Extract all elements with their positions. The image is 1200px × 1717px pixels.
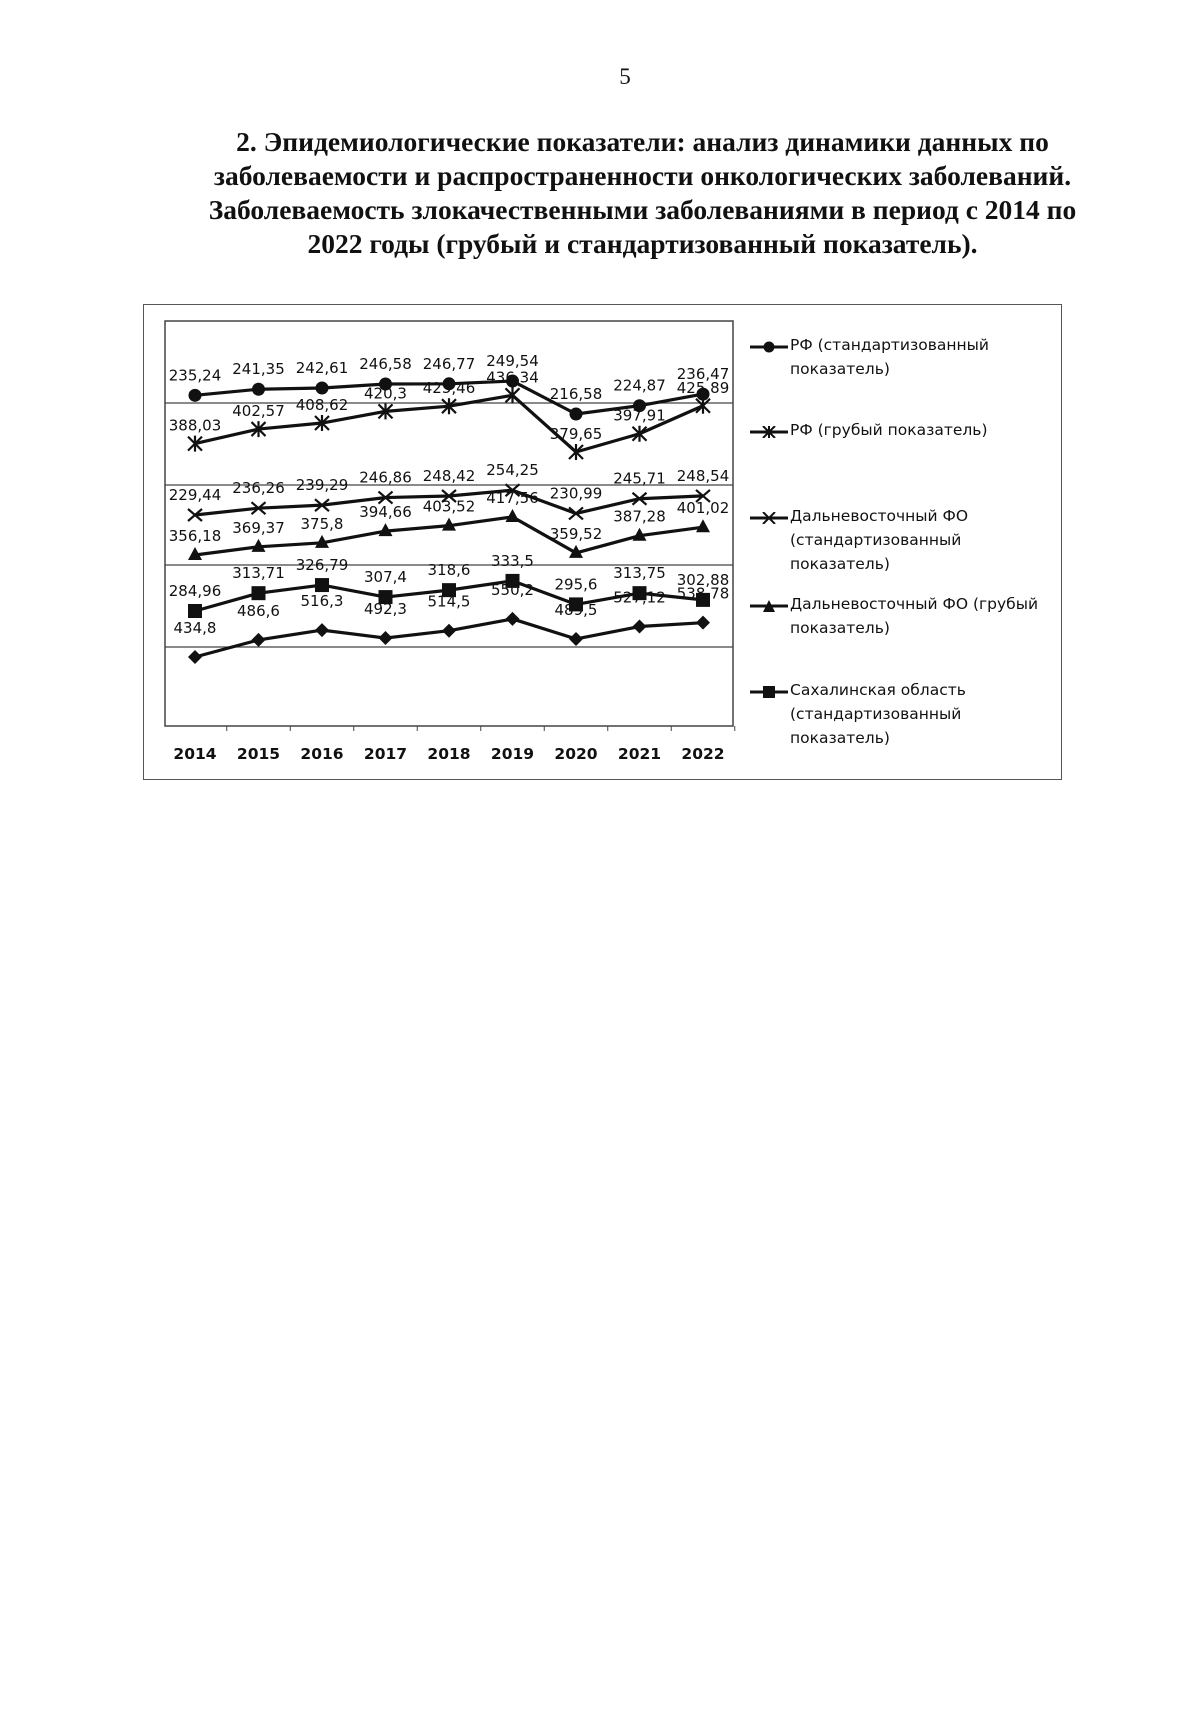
data-label: 216,58 [549, 385, 603, 403]
data-label: 246,77 [422, 354, 476, 373]
data-label: 492,3 [364, 600, 407, 619]
data-point-circle [189, 389, 202, 402]
data-point-diamond [188, 650, 202, 664]
data-label: 295,6 [554, 575, 598, 594]
data-point-diamond [315, 623, 329, 637]
data-label: 489,5 [554, 600, 598, 619]
data-label: 394,66 [359, 503, 412, 522]
data-point-triangle [696, 519, 710, 532]
data-label: 245,71 [613, 469, 666, 488]
data-label: 230,99 [549, 484, 603, 503]
data-label: 313,75 [613, 564, 666, 583]
x-tick-label: 2018 [427, 745, 471, 763]
data-point-square [315, 578, 329, 592]
data-point-diamond [252, 633, 266, 647]
data-label: 224,87 [613, 376, 666, 395]
data-label: 333,5 [491, 551, 534, 570]
data-label: 408,62 [295, 396, 349, 415]
x-tick-label: 2014 [173, 745, 217, 763]
legend-marker-x-icon [748, 512, 790, 524]
data-label: 356,18 [168, 527, 222, 545]
data-label: 254,25 [486, 461, 539, 480]
data-label: 375,8 [300, 514, 344, 533]
data-label: 359,52 [549, 524, 603, 543]
data-label: 403,52 [422, 497, 476, 516]
data-label: 248,54 [676, 466, 730, 485]
data-label: 246,58 [359, 355, 412, 373]
data-label: 388,03 [168, 416, 222, 435]
data-label: 550,2 [491, 580, 534, 599]
legend-marker-square-icon [748, 686, 790, 698]
data-label: 239,29 [295, 476, 349, 495]
data-label: 307,4 [364, 568, 407, 587]
data-label: 425,89 [676, 378, 730, 397]
legend-label: РФ (грубый показатель) [790, 421, 988, 439]
data-label: 486,6 [237, 601, 280, 620]
legend-label: Сахалинская область (стандартизованный показатель) [790, 681, 966, 747]
data-point-triangle [506, 509, 520, 522]
data-label: 538,78 [676, 584, 730, 603]
data-point-diamond [633, 620, 647, 634]
page-number: 5 [619, 64, 631, 89]
data-label: 397,91 [613, 406, 666, 425]
data-label: 514,5 [427, 592, 471, 611]
data-label: 284,96 [168, 582, 222, 600]
data-point-diamond [442, 624, 456, 638]
data-label: 242,61 [295, 358, 349, 377]
data-label: 516,3 [300, 592, 344, 611]
data-label: 246,86 [359, 468, 412, 487]
data-point-square [188, 604, 202, 618]
section-title: 2. Эпидемиологические показатели: анализ динамики данных по заболеваемости и распространенности онкологических заболеваний. Заболеваемость злокачественными заболеваниями в период с 2014 по 2022 годы (грубый и стандартизованный показатель). [208, 126, 1077, 259]
data-point-diamond [696, 616, 710, 630]
data-label: 402,57 [232, 402, 285, 421]
legend-label: Дальневосточный ФО (грубый показатель) [790, 595, 1039, 637]
legend-marker-triangle-icon [748, 600, 790, 612]
data-label: 241,35 [232, 360, 285, 379]
x-tick-label: 2020 [554, 745, 598, 763]
legend-marker-asterisk-icon [748, 426, 790, 438]
data-label: 369,37 [232, 518, 285, 537]
data-label: 248,42 [422, 467, 476, 486]
x-tick-label: 2017 [363, 745, 408, 763]
data-label: 236,47 [676, 365, 730, 384]
x-tick-label: 2015 [236, 745, 281, 763]
data-label: 236,26 [232, 479, 285, 498]
data-label: 326,79 [295, 556, 349, 575]
data-label: 425,46 [422, 379, 476, 398]
data-point-diamond [506, 612, 520, 626]
data-label: 387,28 [613, 507, 666, 526]
data-label: 313,71 [232, 564, 285, 583]
data-label: 527,12 [613, 588, 666, 607]
data-label: 379,65 [549, 425, 603, 443]
data-label: 302,88 [676, 570, 730, 589]
data-label: 229,44 [168, 486, 222, 504]
legend-marker-circle-icon [748, 341, 790, 353]
data-label: 434,8 [173, 619, 217, 637]
data-label: 249,54 [486, 352, 539, 371]
data-label: 420,3 [364, 384, 407, 403]
data-point-square [252, 586, 266, 600]
data-point-circle [316, 381, 329, 394]
data-label: 436,34 [486, 368, 539, 387]
data-point-diamond [569, 632, 583, 646]
legend-label: РФ (стандартизованный показатель) [790, 336, 989, 378]
x-tick-label: 2019 [490, 745, 535, 763]
x-tick-label: 2016 [300, 745, 344, 763]
data-point-asterisk [696, 398, 710, 414]
data-point-circle [252, 383, 265, 396]
data-point-circle [570, 408, 583, 421]
data-point-diamond [379, 631, 393, 645]
data-label: 417,56 [486, 488, 539, 507]
data-label: 401,02 [676, 499, 730, 518]
data-label: 235,24 [168, 366, 222, 385]
x-tick-label: 2022 [681, 745, 725, 763]
x-tick-label: 2021 [617, 745, 662, 763]
data-label: 318,6 [427, 561, 471, 580]
legend-label: Дальневосточный ФО (стандартизованный показатель) [790, 507, 969, 573]
